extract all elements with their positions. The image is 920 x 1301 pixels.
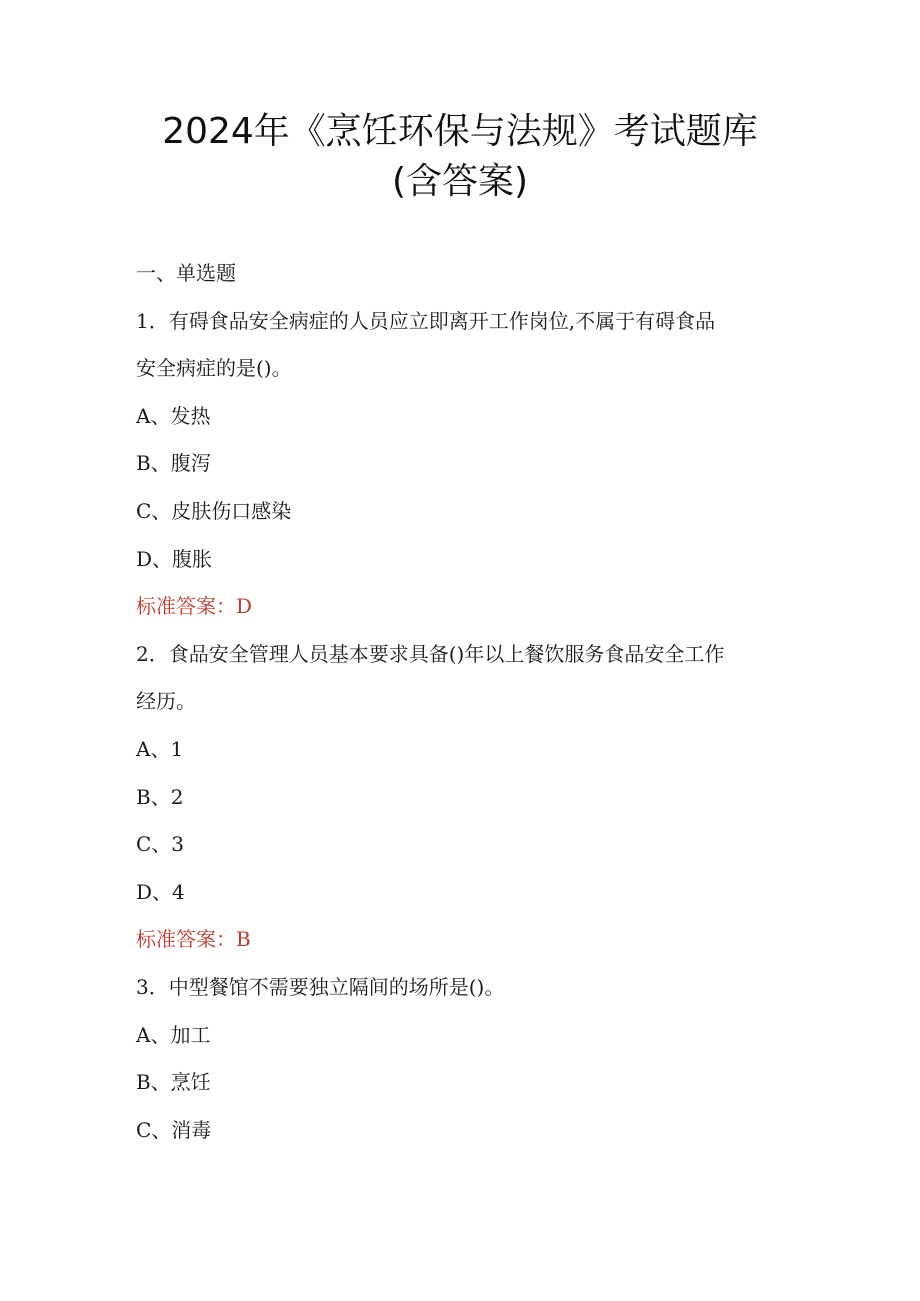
- standard-answer: 标准答案：D: [136, 594, 253, 619]
- option-d: D、4: [136, 879, 185, 904]
- question-text: 2．食品安全管理人员基本要求具备()年以上餐饮服务食品安全工作: [136, 641, 725, 666]
- question-text-continued: 安全病症的是()。: [136, 356, 292, 381]
- option-a: A、发热: [136, 403, 211, 428]
- option-d: D、腹胀: [136, 546, 213, 571]
- document-body: [136, 250, 796, 1154]
- option-a: A、1: [136, 736, 184, 761]
- document-subtitle: (含答案): [391, 161, 529, 202]
- question-3: [136, 964, 796, 1154]
- question-1: [136, 298, 796, 631]
- document-title: 2024年《烹饪环保与法规》考试题库: [162, 111, 758, 152]
- option-b: B、2: [136, 784, 184, 809]
- standard-answer: 标准答案：B: [136, 927, 251, 952]
- section-heading: 一、单选题: [136, 261, 236, 285]
- option-c: C、皮肤伤口感染: [136, 498, 292, 523]
- question-2: [136, 631, 796, 964]
- question-text: 1．有碍食品安全病症的人员应立即离开工作岗位,不属于有碍食品: [136, 308, 716, 333]
- option-b: B、烹饪: [136, 1070, 211, 1095]
- question-text: 3．中型餐馆不需要独立隔间的场所是()。: [136, 974, 505, 999]
- option-c: C、3: [136, 832, 185, 857]
- option-c: C、消毒: [136, 1117, 212, 1142]
- question-text-continued: 经历。: [136, 689, 196, 714]
- option-b: B、腹泻: [136, 451, 211, 476]
- option-a: A、加工: [136, 1022, 211, 1047]
